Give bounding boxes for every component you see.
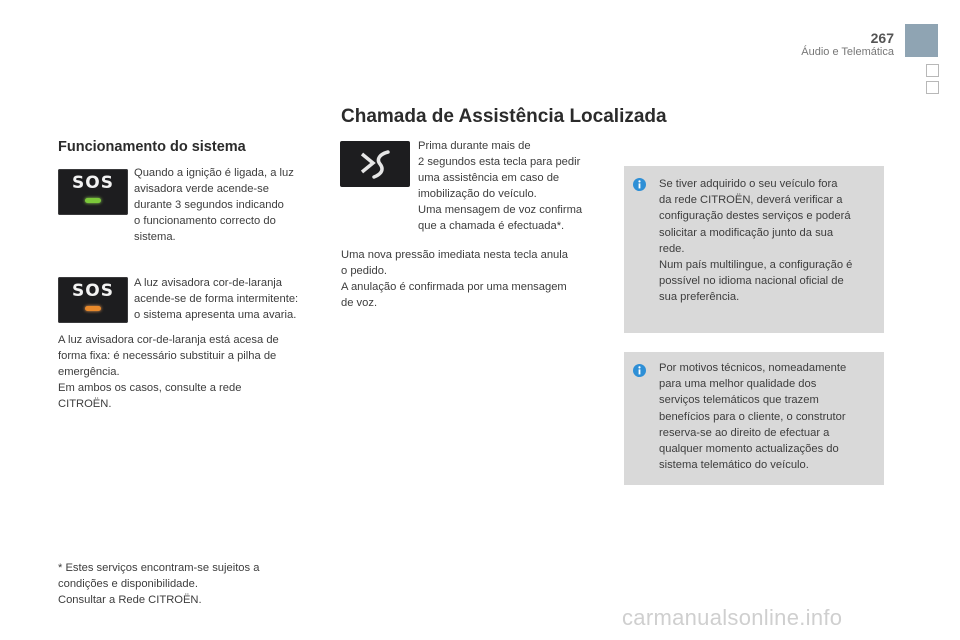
info-text: Por motivos técnicos, nomeadamente para uma melhor qualidade dos serviços telemáticos que trazem benefícios para o cliente, o construtor reserva-se ao direito de efectuar a qualquer momento actualizações do sistema telemático do veículo. [659, 362, 847, 472]
sos-button-green [58, 169, 128, 215]
assistance-button-description: Prima durante mais de 2 segundos esta tecla para pedir uma assistência em caso de imobilização do veículo. Uma mensagem de voz confirma que a chamada é efectuada*. [418, 140, 583, 232]
nav-square-icon [926, 81, 939, 94]
cancel-paragraph: Uma nova pressão imediata nesta tecla anula o pedido. A anulação é confirmada por uma mensagem de voz. [341, 249, 568, 309]
main-title: Chamada de Assistência Localizada [341, 106, 667, 127]
nav-square-icon [926, 64, 939, 77]
info-panel [624, 352, 884, 485]
footnote: * Estes serviços encontram-se sujeitos a condições e disponibilidade. Consultar a Rede CITROËN. [58, 562, 260, 606]
green-led-icon [85, 198, 101, 203]
sos-label: SOS [72, 281, 114, 301]
orange-led-icon [85, 306, 101, 311]
chapter-tab [905, 24, 938, 57]
assistance-button [340, 141, 410, 187]
page-number: 267 [870, 30, 894, 46]
orange-led-description: A luz avisadora cor-de-laranja acende-se de forma intermitente: o sistema apresenta uma avaria. [134, 277, 299, 321]
info-panel [624, 166, 884, 333]
section-title: Funcionamento do sistema [58, 139, 246, 155]
sos-button-orange [58, 277, 128, 323]
info-icon [633, 364, 646, 377]
info-icon [633, 178, 646, 191]
sos-label: SOS [72, 173, 114, 193]
section-name: Áudio e Telemática [801, 46, 894, 58]
green-led-description: Quando a ignição é ligada, a luz avisadora verde acende-se durante 3 segundos indicando o funcionamento correcto do sistema. [134, 167, 294, 243]
watermark: carmanualsonline.info [622, 605, 843, 630]
info-text: Se tiver adquirido o seu veículo fora da rede CITROËN, deverá verificar a configuração destes serviços e poderá solicitar a modificação junto da sua rede. Num país multilingue, a configuração é possível no idioma nacional oficial de sua preferência. [659, 178, 853, 304]
orange-fixed-paragraph: A luz avisadora cor-de-laranja está acesa de forma fixa: é necessário substituir a pilha de emergência. Em ambos os casos, consulte a rede CITROËN. [58, 334, 279, 410]
ds-logo-icon [340, 141, 410, 187]
